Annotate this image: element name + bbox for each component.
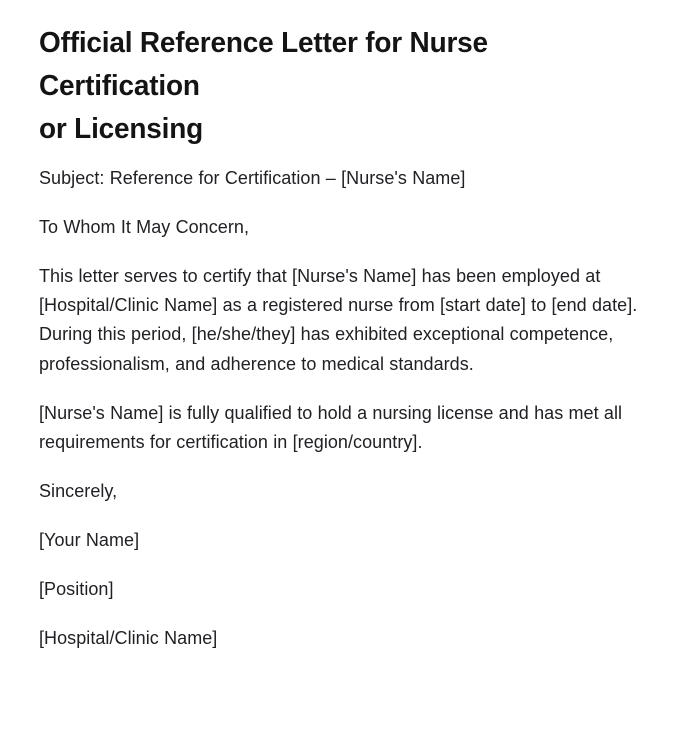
- page-title: [39, 22, 618, 151]
- letter-paragraph-qualification: [Nurse's Name] is fully qualified to hold a nursing license and has met all requirements for certification in [region/country].: [39, 402, 623, 452]
- signature-organization: [Hospital/Clinic Name]: [39, 628, 218, 649]
- signature-position: [Position]: [39, 579, 114, 600]
- page-title-line-2: or Licensing: [39, 112, 204, 145]
- letter-paragraph-employment: This letter serves to certify that [Nurse's Name] has been employed at [Hospital/Clinic Name] as a registered nurse from [start date] to [end date]. During this period, [he/she/they] has exhibited exceptional competence, professionalism, and adherence to medical standards.: [39, 266, 638, 374]
- letter-subject-line: Subject: Reference for Certification – [Nurse's Name]: [39, 167, 466, 188]
- page-title-line-1: Official Reference Letter for Nurse Certification: [39, 27, 488, 102]
- letter-closing: Sincerely,: [39, 480, 118, 501]
- letter-body: [39, 164, 639, 654]
- letter-salutation: To Whom It May Concern,: [39, 216, 250, 237]
- signature-name: [Your Name]: [39, 530, 140, 551]
